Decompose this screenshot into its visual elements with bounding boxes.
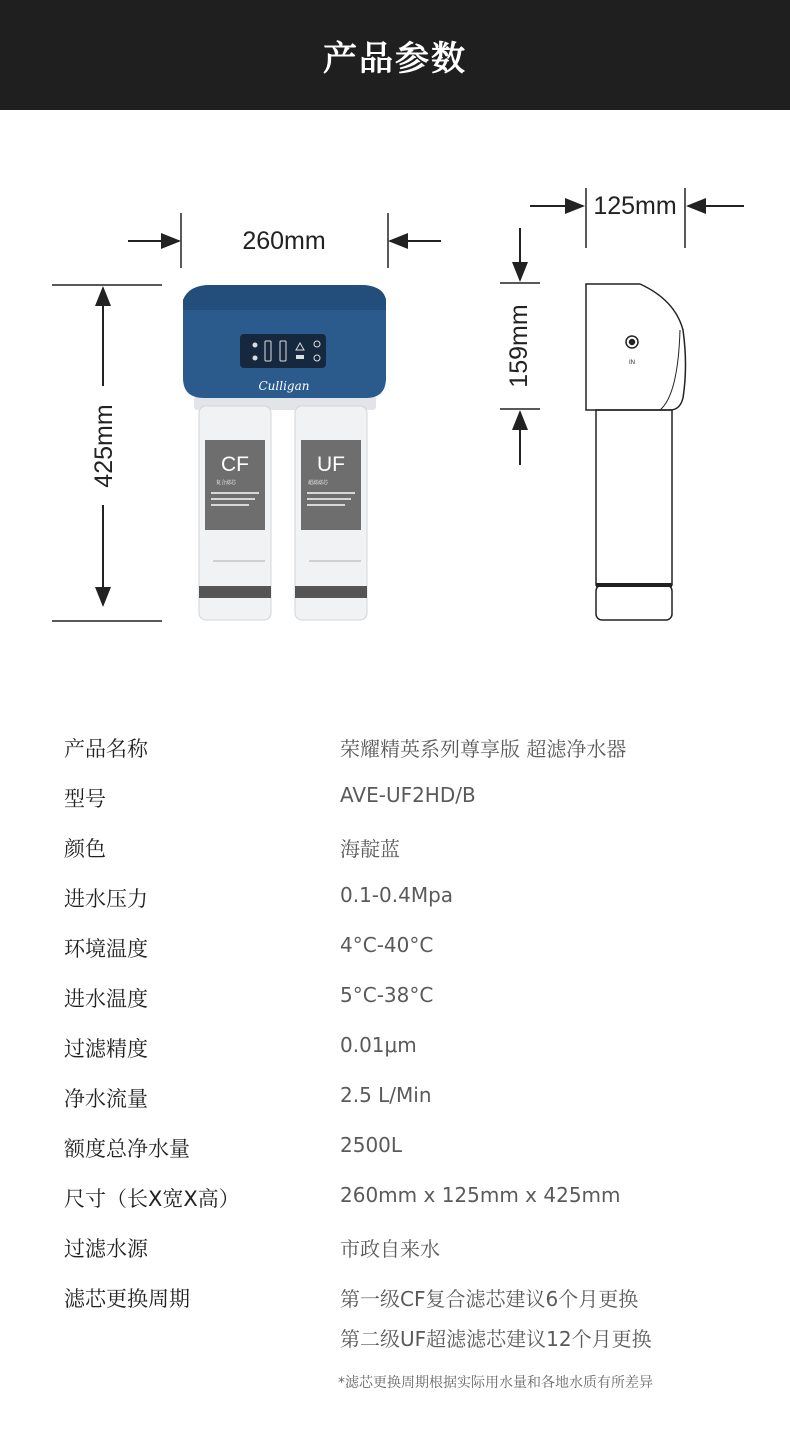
spec-row-product-name [0, 733, 790, 783]
spec-label: 进水压力 [64, 887, 148, 911]
spec-value: 4°C-40°C [340, 933, 434, 957]
spec-label: 型号 [64, 787, 106, 811]
spec-value: 2.5 L/Min [340, 1083, 432, 1107]
spec-label: 滤芯更换周期 [64, 1287, 190, 1311]
footnote: *滤芯更换周期根据实际用水量和各地水质有所差异 [338, 1375, 653, 1391]
spec-row-model [0, 783, 790, 833]
spec-value: 荣耀精英系列尊享版 超滤净水器 [340, 737, 627, 761]
spec-row-filter-replacement [0, 1283, 790, 1373]
depth-label: 125mm [593, 192, 677, 220]
spec-value: 260mm x 125mm x 425mm [340, 1183, 621, 1207]
cf-name: 复合滤芯 [216, 480, 237, 486]
spec-label: 环境温度 [64, 937, 148, 961]
uf-filter-cartridge [295, 406, 367, 620]
spec-label: 颜色 [64, 837, 106, 861]
spec-value: 第一级CF复合滤芯建议6个月更换 [340, 1287, 639, 1311]
uf-name: 超滤滤芯 [308, 480, 329, 486]
side-view-product [586, 284, 686, 620]
spec-row-filtration-precision [0, 1033, 790, 1083]
side-in-label: IN [629, 360, 635, 366]
brand-logo: Culligan [258, 379, 310, 393]
spec-value: 0.1-0.4Mpa [340, 883, 454, 907]
head-height-label: 159mm [505, 304, 533, 388]
spec-row-inlet-temp [0, 983, 790, 1033]
width-label: 260mm [242, 227, 326, 255]
spec-value: AVE-UF2HD/B [340, 783, 476, 807]
spec-value: 0.01μm [340, 1033, 417, 1057]
spec-row-flow-rate [0, 1083, 790, 1133]
cf-filter-cartridge [199, 406, 271, 620]
depth-dimension [530, 188, 744, 248]
spec-label: 尺寸（长X宽X高） [64, 1187, 240, 1211]
front-view-product [183, 285, 386, 620]
spec-label: 净水流量 [64, 1087, 148, 1111]
spec-label: 进水温度 [64, 987, 148, 1011]
uf-code: UF [317, 453, 345, 476]
height-dimension [52, 285, 162, 621]
spec-label: 产品名称 [64, 737, 148, 761]
spec-label: 过滤水源 [64, 1237, 148, 1261]
dimension-diagram [0, 140, 790, 660]
spec-row-rated-capacity [0, 1133, 790, 1183]
spec-value: 海靛蓝 [340, 837, 400, 861]
spec-value-second-line: 第二级UF超滤滤芯建议12个月更换 [340, 1327, 652, 1351]
spec-row-water-source [0, 1233, 790, 1283]
width-dimension [128, 213, 441, 268]
spec-row-color [0, 833, 790, 883]
spec-row-ambient-temp [0, 933, 790, 983]
head-height-dimension [500, 228, 540, 465]
spec-label: 额度总净水量 [64, 1137, 190, 1161]
page-header [0, 0, 790, 110]
spec-row-inlet-pressure [0, 883, 790, 933]
cf-code: CF [221, 453, 249, 476]
spec-value: 2500L [340, 1133, 403, 1157]
spec-label: 过滤精度 [64, 1037, 148, 1061]
spec-row-dimensions [0, 1183, 790, 1233]
page-title: 产品参数 [323, 38, 467, 79]
purifier-head [183, 285, 386, 398]
height-label: 425mm [90, 404, 118, 488]
spec-value: 5°C-38°C [340, 983, 434, 1007]
spec-value: 市政自来水 [340, 1237, 440, 1261]
